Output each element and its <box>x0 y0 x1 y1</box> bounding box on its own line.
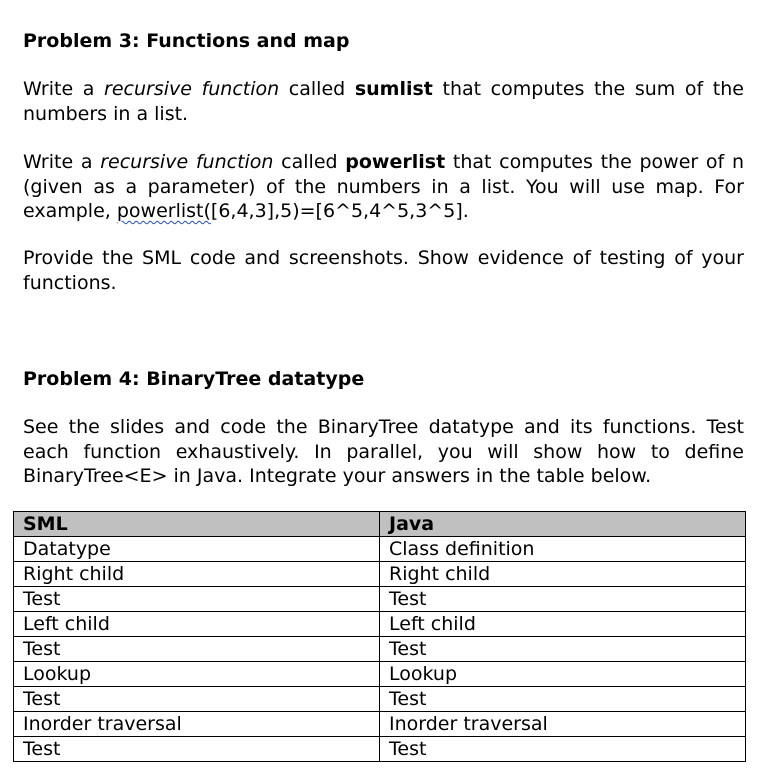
binarytree-table <box>13 511 746 762</box>
table-row <box>14 687 746 712</box>
problem3-paragraph-powerlist: Write a recursive function called powerlist that computes the power of n (given as a parameter) of the numbers in a list. You will use map. For example, powerlist([6,4,3],5)=[6^5,4^5,3^5]. <box>23 151 744 222</box>
table-cell: Test <box>14 737 380 762</box>
emphasis-recursive-function: recursive function <box>100 151 274 173</box>
problem3-heading: Problem 3: Functions and map <box>23 30 350 52</box>
table-cell: Test <box>380 687 746 712</box>
function-name-sumlist: sumlist <box>354 78 433 100</box>
table-cell: Lookup <box>14 662 380 687</box>
table-cell: Test <box>14 637 380 662</box>
table-row <box>14 537 746 562</box>
table-cell: Lookup <box>380 662 746 687</box>
table-cell: Left child <box>14 612 380 637</box>
table-row <box>14 587 746 612</box>
table-cell: Test <box>14 587 380 612</box>
problem4-paragraph: See the slides and code the BinaryTree datatype and its functions. Test each function exhaustively. In parallel, you will show how to define BinaryTree<E> in Java. Integrate your answers in the table below. <box>23 416 744 487</box>
problem3-paragraph-sumlist: Write a recursive function called sumlist that computes the sum of the numbers in a list. <box>23 78 744 125</box>
problem4-heading: Problem 4: BinaryTree datatype <box>23 368 365 390</box>
table-header-row <box>14 512 746 537</box>
table-cell: Test <box>380 637 746 662</box>
table-cell: Test <box>380 587 746 612</box>
table-cell: Right child <box>380 562 746 587</box>
table-cell: Datatype <box>14 537 380 562</box>
table-cell: Test <box>380 737 746 762</box>
table-cell: Inorder traversal <box>14 712 380 737</box>
table-row <box>14 562 746 587</box>
table-cell: Test <box>14 687 380 712</box>
table-cell: Inorder traversal <box>380 712 746 737</box>
table-cell: Right child <box>14 562 380 587</box>
emphasis-recursive-function: recursive function <box>104 78 280 100</box>
table-row <box>14 637 746 662</box>
table-header-sml: SML <box>14 512 380 537</box>
spellcheck-underlined-word: powerlist( <box>116 200 211 222</box>
table-header-java: Java <box>380 512 746 537</box>
table-cell: Class definition <box>380 537 746 562</box>
table-row <box>14 712 746 737</box>
table-cell: Left child <box>380 612 746 637</box>
problem3-paragraph-provide: Provide the SML code and screenshots. Show evidence of testing of your functions. <box>23 247 744 294</box>
table-row <box>14 612 746 637</box>
table-row <box>14 662 746 687</box>
function-name-powerlist: powerlist <box>345 151 446 173</box>
table-row <box>14 737 746 762</box>
